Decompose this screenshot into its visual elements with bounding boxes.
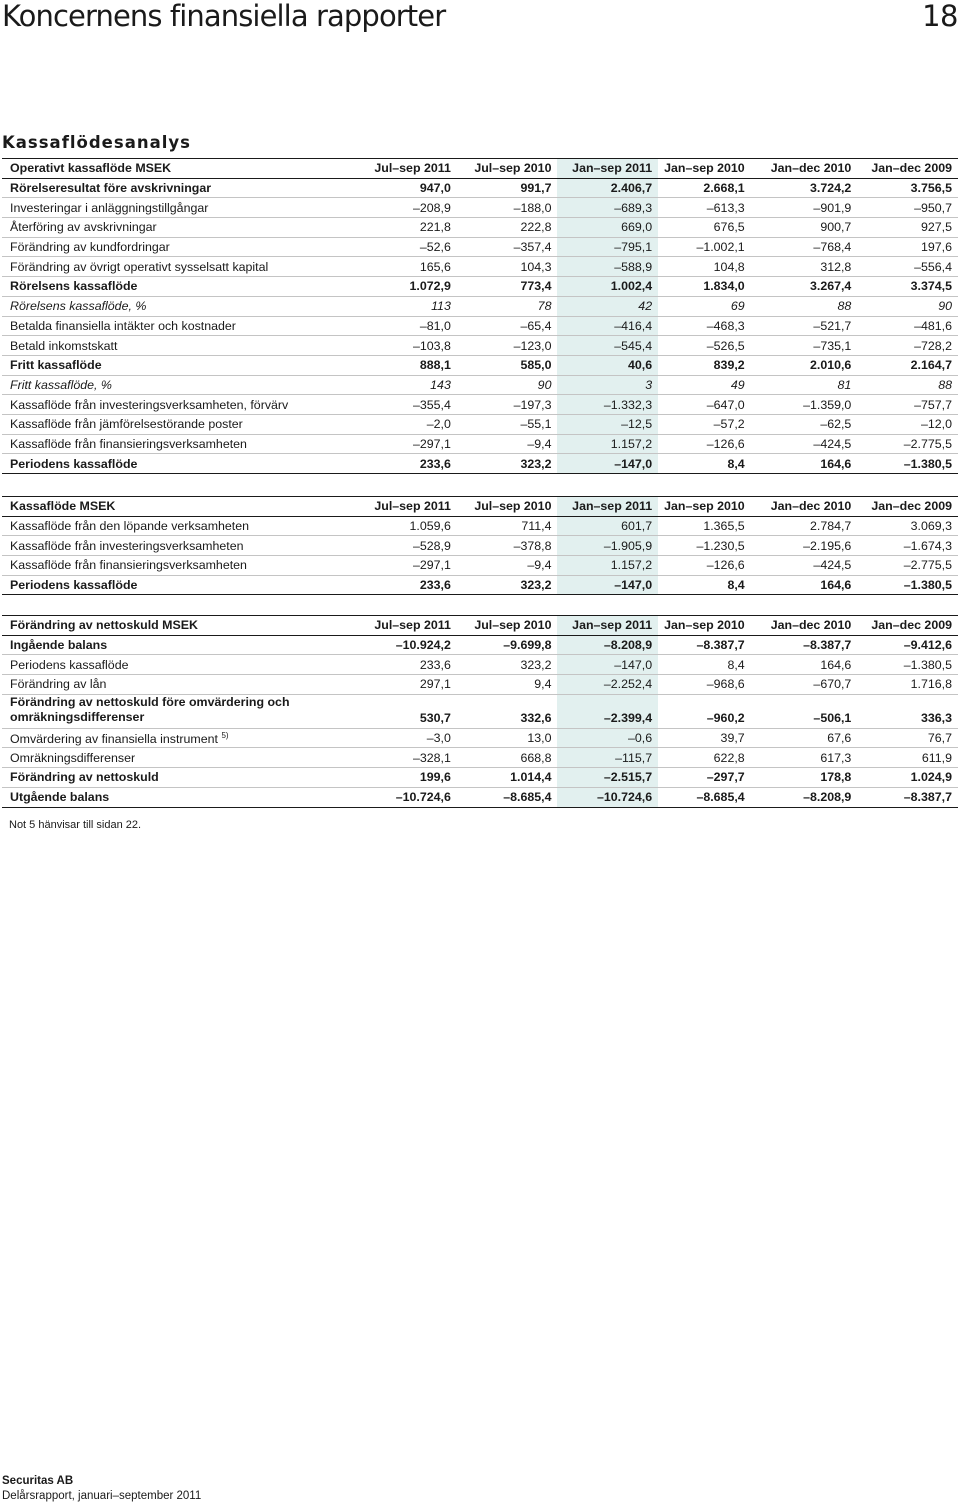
- value-cell: –528,9: [356, 536, 457, 556]
- table-row: [2, 575, 958, 595]
- value-cell: –8.208,9: [557, 635, 658, 655]
- value-cell: 222,8: [457, 218, 558, 238]
- row-label: [2, 277, 356, 297]
- row-label: [2, 198, 356, 218]
- value-cell: –378,8: [457, 536, 558, 556]
- row-label: [2, 635, 356, 655]
- value-cell: 1.157,2: [557, 434, 658, 454]
- row-label: [2, 675, 356, 695]
- value-cell: –1.674,3: [857, 536, 958, 556]
- row-label: [2, 787, 356, 807]
- value-cell: –188,0: [457, 198, 558, 218]
- value-cell: –521,7: [751, 316, 858, 336]
- value-cell: 323,2: [457, 655, 558, 675]
- value-cell: 13,0: [457, 728, 558, 748]
- value-cell: –735,1: [751, 336, 858, 356]
- value-cell: 39,7: [658, 728, 751, 748]
- value-cell: –62,5: [751, 414, 858, 434]
- value-cell: 1.072,9: [356, 277, 457, 297]
- row-label-text: Förändring av nettoskuld: [10, 770, 159, 785]
- value-cell: 104,8: [658, 257, 751, 277]
- column-header-period: Jan–sep 2010: [658, 616, 751, 636]
- table-row: [2, 277, 958, 297]
- value-cell: –506,1: [751, 694, 858, 728]
- value-cell: 1.834,0: [658, 277, 751, 297]
- value-cell: 178,8: [751, 768, 858, 788]
- column-header-period: Jan–sep 2010: [658, 159, 751, 179]
- value-cell: 336,3: [857, 694, 958, 728]
- value-cell: –9,4: [457, 556, 558, 576]
- table-row: [2, 748, 958, 768]
- value-cell: 601,7: [557, 516, 658, 536]
- value-cell: –960,2: [658, 694, 751, 728]
- value-cell: –12,5: [557, 414, 658, 434]
- value-cell: –9,4: [457, 434, 558, 454]
- value-cell: 1.059,6: [356, 516, 457, 536]
- row-label: [2, 516, 356, 536]
- row-label-text: Fritt kassaflöde: [10, 358, 102, 373]
- value-cell: 2.164,7: [857, 355, 958, 375]
- table-title: Operativt kassaflöde MSEK: [2, 159, 356, 179]
- row-label: [2, 237, 356, 257]
- value-cell: 40,6: [557, 355, 658, 375]
- column-header-period: Jul–sep 2010: [457, 616, 558, 636]
- column-header-period: Jan–dec 2009: [857, 159, 958, 179]
- value-cell: 900,7: [751, 218, 858, 238]
- value-cell: –57,2: [658, 414, 751, 434]
- table-row: [2, 655, 958, 675]
- row-label-text: Rörelsens kassaflöde: [10, 279, 138, 294]
- value-cell: –0,6: [557, 728, 658, 748]
- value-cell: 1.365,5: [658, 516, 751, 536]
- value-cell: 888,1: [356, 355, 457, 375]
- table-row: [2, 414, 958, 434]
- value-cell: 297,1: [356, 675, 457, 695]
- value-cell: –1.380,5: [857, 454, 958, 474]
- value-cell: 323,2: [457, 454, 558, 474]
- row-label-text: Förändring av lån: [10, 677, 107, 692]
- table-row: [2, 694, 958, 728]
- value-cell: –968,6: [658, 675, 751, 695]
- column-header-period: Jan–dec 2009: [857, 616, 958, 636]
- value-cell: 164,6: [751, 454, 858, 474]
- row-label-text: Betald inkomstskatt: [10, 338, 118, 353]
- column-header-period: Jan–sep 2011: [557, 159, 658, 179]
- value-cell: 991,7: [457, 178, 558, 198]
- row-label: [2, 355, 356, 375]
- value-cell: –1.332,3: [557, 395, 658, 415]
- row-label: [2, 395, 356, 415]
- value-cell: 1.014,4: [457, 768, 558, 788]
- value-cell: –424,5: [751, 556, 858, 576]
- row-label: [2, 257, 356, 277]
- footer-report-name: Delårsrapport, januari–september 2011: [2, 1490, 202, 1502]
- row-label-text: Förändring av kundfordringar: [10, 240, 170, 255]
- footer-company: Securitas AB: [2, 1475, 74, 1487]
- value-cell: –55,1: [457, 414, 558, 434]
- table-row: [2, 355, 958, 375]
- value-cell: –65,4: [457, 316, 558, 336]
- value-cell: –12,0: [857, 414, 958, 434]
- table-row: [2, 768, 958, 788]
- value-cell: 221,8: [356, 218, 457, 238]
- value-cell: –2.252,4: [557, 675, 658, 695]
- table-row: [2, 316, 958, 336]
- table-row: [2, 536, 958, 556]
- value-cell: –588,9: [557, 257, 658, 277]
- value-cell: 67,6: [751, 728, 858, 748]
- value-cell: –481,6: [857, 316, 958, 336]
- value-cell: –757,7: [857, 395, 958, 415]
- value-cell: –147,0: [557, 575, 658, 595]
- value-cell: –8.685,4: [457, 787, 558, 807]
- row-label-text: Ingående balans: [10, 638, 108, 653]
- value-cell: –103,8: [356, 336, 457, 356]
- value-cell: 76,7: [857, 728, 958, 748]
- row-label-text: Kassaflöde från jämförelsestörande poster: [10, 417, 243, 432]
- table-title: Förändring av nettoskuld MSEK: [2, 616, 356, 636]
- table-row: [2, 198, 958, 218]
- column-header-period: Jul–sep 2011: [356, 497, 457, 517]
- value-cell: 1.002,4: [557, 277, 658, 297]
- table-row: [2, 375, 958, 395]
- column-header-period: Jul–sep 2011: [356, 616, 457, 636]
- row-label: [2, 375, 356, 395]
- value-cell: –2.515,7: [557, 768, 658, 788]
- value-cell: 88: [857, 375, 958, 395]
- value-cell: 2.010,6: [751, 355, 858, 375]
- value-cell: 49: [658, 375, 751, 395]
- value-cell: –52,6: [356, 237, 457, 257]
- row-label-text: Förändring av övrigt operativt sysselsatt kapital: [10, 259, 269, 274]
- table-row: [2, 434, 958, 454]
- value-cell: 1.157,2: [557, 556, 658, 576]
- row-label-text: Fritt kassaflöde, %: [10, 377, 112, 392]
- table-row: [2, 395, 958, 415]
- value-cell: 1.024,9: [857, 768, 958, 788]
- page-footer: [2, 1474, 201, 1504]
- value-cell: –208,9: [356, 198, 457, 218]
- value-cell: –2.399,4: [557, 694, 658, 728]
- row-label-text: Återföring av avskrivningar: [10, 220, 157, 235]
- value-cell: 676,5: [658, 218, 751, 238]
- value-cell: –297,1: [356, 556, 457, 576]
- value-cell: –297,1: [356, 434, 457, 454]
- value-cell: –3,0: [356, 728, 457, 748]
- row-label: [2, 768, 356, 788]
- value-cell: 947,0: [356, 178, 457, 198]
- value-cell: –8.387,7: [857, 787, 958, 807]
- row-label: [2, 218, 356, 238]
- value-cell: 711,4: [457, 516, 558, 536]
- value-cell: 530,7: [356, 694, 457, 728]
- row-label: [2, 434, 356, 454]
- table-title: Kassaflöde MSEK: [2, 497, 356, 517]
- value-cell: –1.002,1: [658, 237, 751, 257]
- value-cell: 611,9: [857, 748, 958, 768]
- column-header-period: Jan–dec 2010: [751, 159, 858, 179]
- value-cell: 233,6: [356, 575, 457, 595]
- column-header-period: Jul–sep 2010: [457, 497, 558, 517]
- row-label: [2, 454, 356, 474]
- value-cell: 90: [457, 375, 558, 395]
- value-cell: –10.724,6: [557, 787, 658, 807]
- column-header-period: Jan–dec 2010: [751, 616, 858, 636]
- value-cell: –8.685,4: [658, 787, 751, 807]
- row-label: [2, 655, 356, 675]
- page-number: 18: [922, 0, 958, 33]
- table-row: [2, 728, 958, 748]
- value-cell: 668,8: [457, 748, 558, 768]
- value-cell: –416,4: [557, 316, 658, 336]
- row-label: [2, 296, 356, 316]
- section-heading: Kassaflödesanalys: [2, 133, 191, 152]
- table-row: [2, 296, 958, 316]
- value-cell: 8,4: [658, 454, 751, 474]
- row-label-text: Rörelseresultat före avskrivningar: [10, 181, 212, 196]
- value-cell: 104,3: [457, 257, 558, 277]
- value-cell: –1.230,5: [658, 536, 751, 556]
- value-cell: –647,0: [658, 395, 751, 415]
- net-debt-change-table: [2, 615, 958, 808]
- value-cell: 669,0: [557, 218, 658, 238]
- cash-flow-table: [2, 496, 958, 595]
- value-cell: –526,5: [658, 336, 751, 356]
- row-label-text: Periodens kassaflöde: [10, 578, 138, 593]
- value-cell: –355,4: [356, 395, 457, 415]
- column-header-period: Jan–dec 2009: [857, 497, 958, 517]
- row-label-text: Investeringar i anläggningstillgångar: [10, 200, 209, 215]
- value-cell: 617,3: [751, 748, 858, 768]
- value-cell: –2,0: [356, 414, 457, 434]
- row-label-text: Periodens kassaflöde: [10, 657, 129, 672]
- value-cell: –123,0: [457, 336, 558, 356]
- value-cell: –1.905,9: [557, 536, 658, 556]
- value-cell: –795,1: [557, 237, 658, 257]
- row-label: [2, 178, 356, 198]
- table-header-row: [2, 159, 958, 179]
- value-cell: –197,3: [457, 395, 558, 415]
- value-cell: –9.699,8: [457, 635, 558, 655]
- value-cell: 839,2: [658, 355, 751, 375]
- row-label-text: Kassaflöde från investeringsverksamheten: [10, 538, 244, 553]
- value-cell: –670,7: [751, 675, 858, 695]
- value-cell: 3.069,3: [857, 516, 958, 536]
- column-header-period: Jan–dec 2010: [751, 497, 858, 517]
- value-cell: –8.208,9: [751, 787, 858, 807]
- table-row: [2, 237, 958, 257]
- table-row: [2, 336, 958, 356]
- value-cell: –468,3: [658, 316, 751, 336]
- row-label: [2, 694, 356, 728]
- row-label-text: Periodens kassaflöde: [10, 456, 138, 471]
- value-cell: 8,4: [658, 575, 751, 595]
- value-cell: 3: [557, 375, 658, 395]
- page-header: [2, 0, 960, 36]
- row-label-text: Kassaflöde från finansieringsverksamheten: [10, 558, 247, 573]
- table-row: [2, 516, 958, 536]
- value-cell: –81,0: [356, 316, 457, 336]
- value-cell: 622,8: [658, 748, 751, 768]
- value-cell: 2.406,7: [557, 178, 658, 198]
- value-cell: 3.267,4: [751, 277, 858, 297]
- value-cell: –545,4: [557, 336, 658, 356]
- value-cell: 312,8: [751, 257, 858, 277]
- row-label-text: Betalda finansiella intäkter och kostnader: [10, 318, 236, 333]
- value-cell: 199,6: [356, 768, 457, 788]
- column-header-period: Jul–sep 2011: [356, 159, 457, 179]
- value-cell: –8.387,7: [751, 635, 858, 655]
- value-cell: –115,7: [557, 748, 658, 768]
- row-label-text: Kassaflöde från investeringsverksamheten, förvärv: [10, 397, 289, 412]
- value-cell: 585,0: [457, 355, 558, 375]
- footnote-reference: 5): [221, 730, 229, 740]
- value-cell: 69: [658, 296, 751, 316]
- value-cell: –357,4: [457, 237, 558, 257]
- value-cell: 233,6: [356, 655, 457, 675]
- value-cell: 88: [751, 296, 858, 316]
- value-cell: –613,3: [658, 198, 751, 218]
- row-label: [2, 414, 356, 434]
- value-cell: –10.924,2: [356, 635, 457, 655]
- value-cell: 197,6: [857, 237, 958, 257]
- value-cell: –950,7: [857, 198, 958, 218]
- value-cell: 8,4: [658, 655, 751, 675]
- value-cell: –728,2: [857, 336, 958, 356]
- value-cell: –689,3: [557, 198, 658, 218]
- value-cell: –147,0: [557, 655, 658, 675]
- column-header-period: Jan–sep 2010: [658, 497, 751, 517]
- value-cell: –1.359,0: [751, 395, 858, 415]
- value-cell: 165,6: [356, 257, 457, 277]
- value-cell: 233,6: [356, 454, 457, 474]
- table-row: [2, 787, 958, 807]
- row-label: [2, 536, 356, 556]
- value-cell: –2.195,6: [751, 536, 858, 556]
- row-label: [2, 316, 356, 336]
- value-cell: –1.380,5: [857, 575, 958, 595]
- table-row: [2, 556, 958, 576]
- table-header-row: [2, 616, 958, 636]
- table-row: [2, 218, 958, 238]
- value-cell: 323,2: [457, 575, 558, 595]
- table-row: [2, 454, 958, 474]
- value-cell: –8.387,7: [658, 635, 751, 655]
- page-title: Koncernens finansiella rapporter: [2, 0, 446, 33]
- value-cell: –126,6: [658, 434, 751, 454]
- row-label: [2, 575, 356, 595]
- value-cell: 90: [857, 296, 958, 316]
- row-label-text: Omvärdering av finansiella instrument: [10, 731, 218, 746]
- value-cell: 78: [457, 296, 558, 316]
- value-cell: 332,6: [457, 694, 558, 728]
- value-cell: 9,4: [457, 675, 558, 695]
- value-cell: –126,6: [658, 556, 751, 576]
- row-label-text: Utgående balans: [10, 790, 110, 805]
- column-header-period: Jan–sep 2011: [557, 616, 658, 636]
- value-cell: –297,7: [658, 768, 751, 788]
- value-cell: 164,6: [751, 655, 858, 675]
- table-row: [2, 635, 958, 655]
- value-cell: 1.716,8: [857, 675, 958, 695]
- table-row: [2, 675, 958, 695]
- value-cell: 2.784,7: [751, 516, 858, 536]
- value-cell: –9.412,6: [857, 635, 958, 655]
- value-cell: 143: [356, 375, 457, 395]
- value-cell: –2.775,5: [857, 434, 958, 454]
- value-cell: 81: [751, 375, 858, 395]
- value-cell: –424,5: [751, 434, 858, 454]
- operating-cash-flow-table: [2, 158, 958, 474]
- value-cell: –147,0: [557, 454, 658, 474]
- row-label-text: Rörelsens kassaflöde, %: [10, 299, 147, 314]
- row-label: [2, 748, 356, 768]
- value-cell: –2.775,5: [857, 556, 958, 576]
- table-row: [2, 257, 958, 277]
- value-cell: –1.380,5: [857, 655, 958, 675]
- footnote: Not 5 hänvisar till sidan 22.: [9, 819, 142, 831]
- value-cell: –556,4: [857, 257, 958, 277]
- value-cell: 113: [356, 296, 457, 316]
- value-cell: –10.724,6: [356, 787, 457, 807]
- value-cell: 3.724,2: [751, 178, 858, 198]
- row-label-text: Omräkningsdifferenser: [10, 750, 136, 765]
- column-header-period: Jul–sep 2010: [457, 159, 558, 179]
- row-label: [2, 728, 356, 748]
- value-cell: –901,9: [751, 198, 858, 218]
- value-cell: –328,1: [356, 748, 457, 768]
- value-cell: 3.756,5: [857, 178, 958, 198]
- value-cell: 42: [557, 296, 658, 316]
- value-cell: 3.374,5: [857, 277, 958, 297]
- value-cell: 2.668,1: [658, 178, 751, 198]
- value-cell: 164,6: [751, 575, 858, 595]
- row-label: [2, 556, 356, 576]
- value-cell: –768,4: [751, 237, 858, 257]
- column-header-period: Jan–sep 2011: [557, 497, 658, 517]
- row-label: [2, 336, 356, 356]
- table-header-row: [2, 497, 958, 517]
- row-label-text: Kassaflöde från finansieringsverksamheten: [10, 436, 247, 451]
- row-label-text: Kassaflöde från den löpande verksamheten: [10, 519, 250, 534]
- row-label-text: Förändring av nettoskuld före omvärdering och omräkningsdifferenser: [10, 694, 290, 724]
- value-cell: 773,4: [457, 277, 558, 297]
- value-cell: 927,5: [857, 218, 958, 238]
- table-row: [2, 178, 958, 198]
